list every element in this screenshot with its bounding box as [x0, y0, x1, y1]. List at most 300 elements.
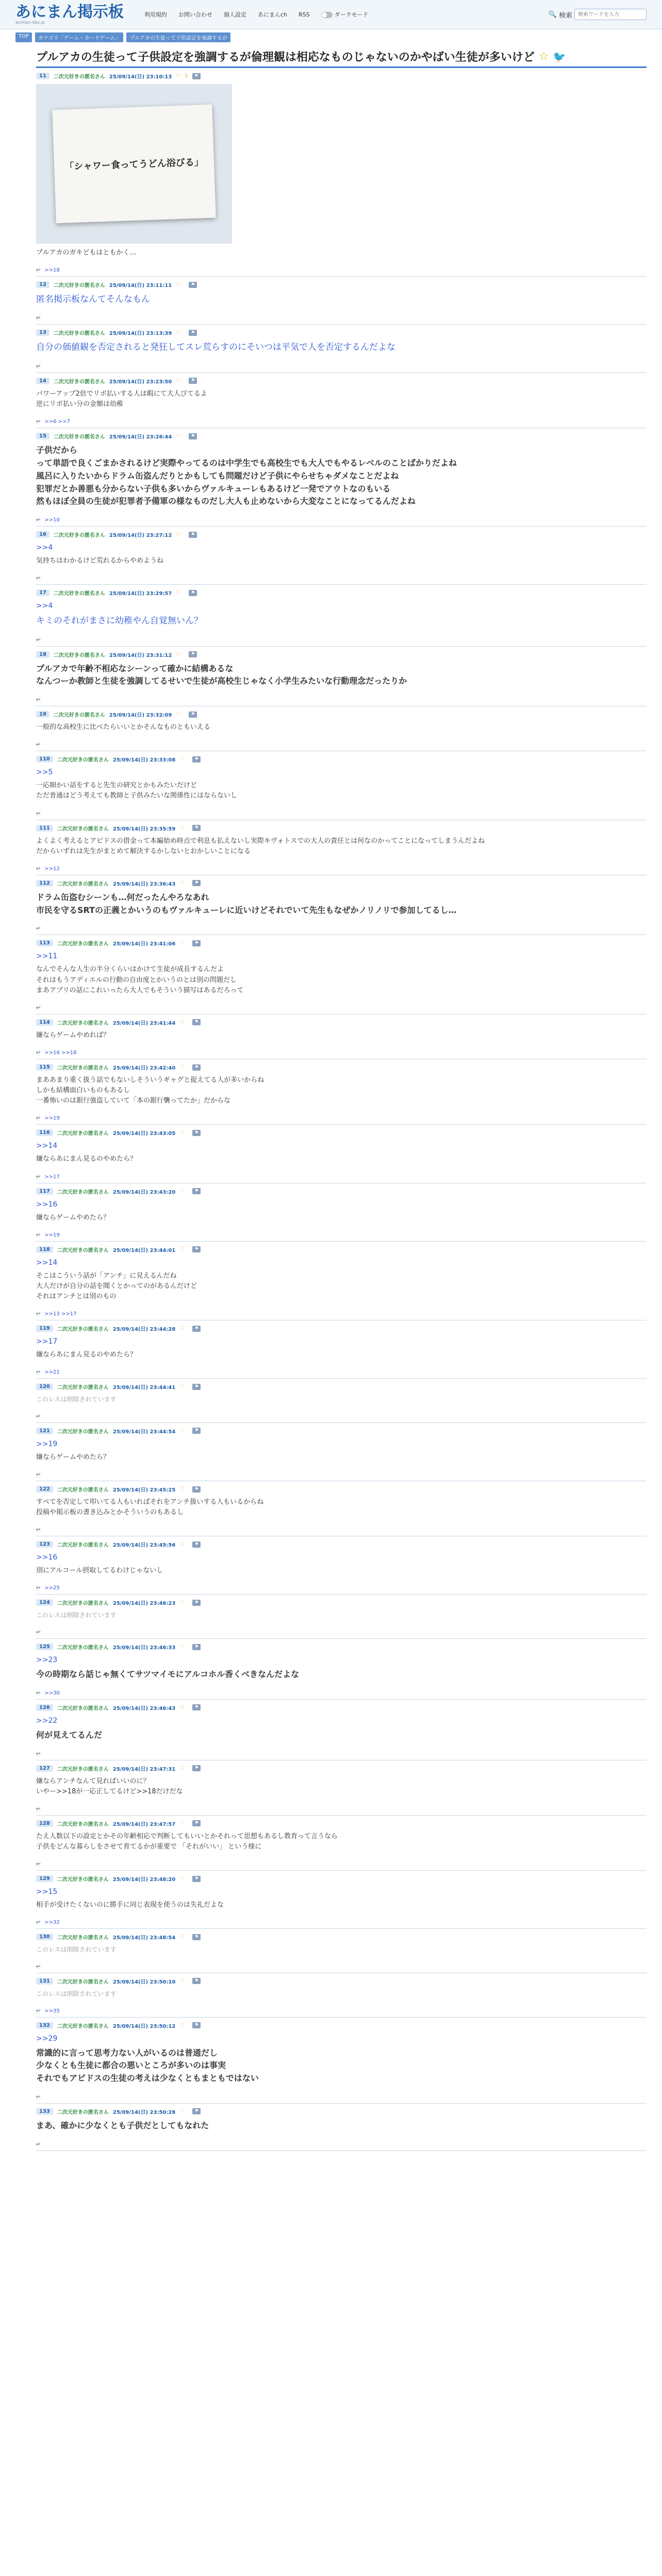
- post-number[interactable]: 122: [36, 1486, 53, 1493]
- post-number[interactable]: 113: [36, 940, 53, 946]
- post-footer: [36, 2142, 647, 2147]
- report-button[interactable]: ⚑: [192, 2022, 201, 2028]
- post-header: [36, 72, 647, 80]
- like-icon[interactable]: ♡: [176, 651, 181, 657]
- post-footer: [36, 637, 647, 643]
- post-number[interactable]: 18: [36, 651, 49, 658]
- post-header: [36, 879, 647, 887]
- report-button[interactable]: ⚑: [192, 880, 201, 886]
- reply-icon[interactable]: ↩: [36, 1806, 41, 1812]
- like-icon[interactable]: ♡: [179, 2022, 185, 2028]
- reply-anchor-link[interactable]: >>16: [36, 1200, 58, 1209]
- like-icon[interactable]: ♡: [176, 711, 181, 718]
- reply-icon[interactable]: ↩: [36, 315, 41, 321]
- reply-icon[interactable]: ↩: [36, 1527, 41, 1533]
- report-button[interactable]: ⚑: [189, 590, 197, 596]
- post-number[interactable]: 19: [36, 711, 49, 718]
- post-date: 25/09/14(日) 23:44:54: [112, 1429, 176, 1435]
- reply-icon[interactable]: ↩: [36, 1630, 41, 1636]
- post: [36, 1700, 647, 1760]
- post-header: [36, 377, 647, 385]
- post-author: 二次元好きの匿名さん: [57, 1877, 109, 1883]
- post: [36, 647, 647, 707]
- report-button[interactable]: ⚑: [192, 1130, 201, 1136]
- post: [36, 527, 647, 585]
- post-number[interactable]: 130: [36, 1934, 53, 1940]
- post-number[interactable]: 129: [36, 1875, 53, 1882]
- like-icon[interactable]: ♡: [176, 590, 181, 596]
- post-image[interactable]: [36, 84, 232, 244]
- like-icon[interactable]: ♡: [179, 1978, 185, 1984]
- like-icon[interactable]: ♡: [179, 1064, 185, 1071]
- post-body: よくよく考えるとアビドスの借金って本編始め時点で利息も払えないし実際キヴォトスでの大人の責任とは何なのかってことになってしまうんだよね だからいずれは先生がまとめて解決するかしないとおかしいことになる: [36, 837, 485, 855]
- report-button[interactable]: ⚑: [192, 940, 201, 946]
- post-author: 二次元好きの匿名さん: [57, 757, 109, 764]
- like-icon[interactable]: ♡: [179, 1130, 185, 1136]
- post-number[interactable]: 119: [36, 1325, 53, 1332]
- search-icon: 🔍: [548, 10, 557, 19]
- post-body: そこはこういう話が「アンチ」に見えるんだね 大人だけが自分の話を聞くとかってのがあるんだけど それはアンチとは別のもの: [36, 1272, 197, 1301]
- reply-icon[interactable]: ↩: [36, 742, 41, 748]
- reply-icon[interactable]: ↩: [36, 2141, 41, 2147]
- post-number[interactable]: 112: [36, 880, 53, 887]
- report-button[interactable]: ⚑: [192, 1019, 201, 1025]
- post-body: 嫌ならアンチなんて見ればいいのに？ いやー>>18が一応正してるけど>>18だけだな: [36, 1777, 183, 1795]
- post-date: 25/09/14(日) 23:43:05: [112, 1131, 176, 1137]
- report-button[interactable]: ⚑: [192, 1876, 201, 1882]
- report-button[interactable]: ⚑: [189, 433, 197, 439]
- post: [36, 1320, 647, 1379]
- reply-list-link[interactable]: >>21: [44, 1369, 60, 1376]
- like-icon[interactable]: ♡: [179, 1384, 185, 1390]
- post-number[interactable]: 132: [36, 2022, 53, 2029]
- post-number[interactable]: 11: [36, 73, 49, 79]
- post: [36, 1871, 647, 1929]
- post-number[interactable]: 123: [36, 1541, 53, 1548]
- reply-anchor-link[interactable]: >>23: [36, 1656, 58, 1665]
- post-date: 25/09/14(日) 23:46:23: [112, 1601, 176, 1607]
- post-number[interactable]: 17: [36, 589, 49, 596]
- like-icon[interactable]: ♡: [179, 1428, 185, 1434]
- post-footer: [36, 742, 647, 748]
- post-body: 何が見えてるんだ: [36, 1730, 103, 1740]
- reply-icon[interactable]: ↩: [36, 1472, 41, 1478]
- thread-title-row: [0, 45, 662, 66]
- toggle-switch-icon[interactable]: [321, 12, 333, 18]
- post: [36, 373, 647, 428]
- post-body: 一応細かい話をすると先生の研究とかもみたいだけど ただ普通はどう考えても教師と子供みたいな関係性にはならないし: [36, 782, 238, 800]
- reply-icon[interactable]: ↩: [36, 2094, 41, 2100]
- post-body: 自分の価値観を否定されると発狂してスレ荒らすのにそいつは平気で人を否定するんだよな: [36, 342, 395, 353]
- reply-icon[interactable]: ↩: [36, 363, 41, 369]
- post-number[interactable]: 116: [36, 1129, 53, 1136]
- post-number[interactable]: 14: [36, 378, 49, 384]
- post-footer: [36, 1630, 647, 1635]
- report-button[interactable]: ⚑: [192, 1541, 201, 1548]
- nav-contact[interactable]: お問い合わせ: [178, 11, 212, 18]
- reply-anchor-link[interactable]: >>14: [36, 1142, 58, 1150]
- report-button[interactable]: ⚑: [189, 532, 197, 538]
- post-author: 二次元好きの匿名さん: [57, 1705, 109, 1711]
- post-header: [36, 1643, 647, 1651]
- post-footer: [36, 1414, 647, 1419]
- like-icon[interactable]: ♡: [176, 378, 181, 384]
- reply-icon[interactable]: ↩: [36, 1311, 41, 1317]
- like-icon[interactable]: ♡: [176, 330, 181, 336]
- post-body: 相手が受けたくないのに勝手に同じ表現を使うのは失礼だよな: [36, 1901, 224, 1909]
- reply-icon[interactable]: ↩: [36, 866, 41, 872]
- post-number[interactable]: 118: [36, 1246, 53, 1253]
- reply-icon[interactable]: ↩: [36, 1232, 41, 1238]
- reply-anchor-link[interactable]: >>17: [36, 1337, 58, 1346]
- like-icon[interactable]: ♡: [176, 433, 181, 439]
- reply-icon[interactable]: ↩: [36, 1690, 41, 1696]
- post-author: 二次元好きの匿名さん: [53, 434, 105, 440]
- report-button[interactable]: ⚑: [189, 330, 197, 336]
- reply-icon[interactable]: ↩: [36, 1751, 41, 1757]
- post-header: [36, 755, 647, 763]
- reply-anchor-link[interactable]: >>15: [36, 1888, 58, 1896]
- post-footer: [36, 1585, 647, 1591]
- like-icon[interactable]: ♡: [179, 1188, 185, 1194]
- like-icon[interactable]: ♡: [179, 2108, 185, 2114]
- post-date: 25/09/14(日) 23:13:39: [109, 331, 172, 337]
- post-footer: [36, 1232, 647, 1238]
- post: [36, 1125, 647, 1183]
- post: [36, 706, 647, 751]
- report-button[interactable]: ⚑: [192, 1765, 201, 1771]
- post: [36, 1014, 647, 1059]
- reply-anchor-link[interactable]: >>29: [36, 2034, 58, 2043]
- reply-list-link[interactable]: >>19: [44, 1232, 60, 1238]
- post-number[interactable]: 131: [36, 1978, 53, 1985]
- post-body: 嫌ならゲームやめたら？: [36, 1213, 110, 1222]
- post-body: このレスは削除されています: [36, 1946, 117, 1954]
- post-author: 二次元好きの匿名さん: [57, 826, 109, 832]
- post-date: 25/09/14(日) 23:36:43: [112, 881, 176, 887]
- post: [36, 1595, 647, 1639]
- like-icon[interactable]: ♡: [176, 73, 181, 79]
- report-button[interactable]: ⚑: [192, 1428, 201, 1434]
- report-button[interactable]: ⚑: [189, 378, 197, 384]
- post-body: このレスは削除されています: [36, 1612, 117, 1619]
- search-input[interactable]: [574, 9, 647, 20]
- post-date: 25/09/14(日) 23:10:13: [109, 74, 172, 80]
- reply-icon[interactable]: ↩: [36, 1115, 41, 1122]
- report-button[interactable]: ⚑: [192, 1978, 201, 1984]
- post-date: 25/09/14(日) 23:48:20: [112, 1877, 176, 1883]
- reply-icon[interactable]: ↩: [36, 810, 41, 817]
- post-header: [36, 1933, 647, 1941]
- reply-icon[interactable]: ↩: [36, 1174, 41, 1180]
- post: [36, 875, 647, 936]
- like-icon[interactable]: ♡: [179, 825, 185, 831]
- breadcrumb-category[interactable]: カテゴリ「ゲーム・カードゲーム」: [35, 32, 123, 42]
- logo-subtext: animan-bbs.jp: [15, 20, 45, 25]
- post-body: このレスは削除されています: [36, 1396, 117, 1403]
- reply-icon[interactable]: ↩: [36, 517, 41, 523]
- post-number[interactable]: 114: [36, 1019, 53, 1026]
- favorite-star-icon[interactable]: ☆: [538, 50, 549, 63]
- reply-list-link[interactable]: >>13 >>17: [44, 1311, 77, 1317]
- post-header: [36, 1383, 647, 1391]
- post-footer: [36, 575, 647, 581]
- post-body: 常識的に言って思考力ない人がいるのは普通だし 少なくとも生徒に都合の悪いところが多いのは事実 それでもアビドスの生徒の考えは少なくともまともではない: [36, 2047, 259, 2083]
- post-footer: [36, 364, 647, 369]
- reply-anchor-link[interactable]: >>5: [36, 768, 53, 777]
- reply-list-link[interactable]: >>12: [44, 866, 60, 872]
- post-number[interactable]: 127: [36, 1765, 53, 1772]
- post-author: 二次元好きの匿名さん: [57, 1601, 109, 1607]
- site-header: [0, 0, 662, 29]
- post-image-text: 「シャワー食ってうどん浴びる」: [52, 105, 216, 224]
- like-icon[interactable]: ♡: [176, 282, 181, 288]
- post-date: 25/09/14(日) 23:32:09: [109, 713, 172, 719]
- post-author: 二次元好きの匿名さん: [53, 331, 105, 337]
- reply-icon[interactable]: ↩: [36, 637, 41, 643]
- reply-list-link[interactable]: >>19: [44, 1115, 60, 1122]
- report-button[interactable]: ⚑: [192, 73, 201, 79]
- post-author: 二次元好きの匿名さん: [57, 1247, 109, 1253]
- reply-anchor-link[interactable]: >>11: [36, 952, 58, 961]
- like-icon[interactable]: ♡: [179, 940, 185, 946]
- post-date: 25/09/14(日) 23:11:11: [109, 283, 172, 289]
- post-body: まあ、確かに少なくとも子供だとしてもなれた: [36, 2120, 209, 2130]
- reply-icon[interactable]: ↩: [36, 1920, 41, 1926]
- post-header: [36, 2022, 647, 2029]
- post-body: たえ人数以下の設定とかその年齢相応で判断してもいいとかそれって思想もあるし教育って言うなら 子供をどんな暮らしをさせて育てるかが重要で 「それがいい」 という様に: [36, 1832, 338, 1851]
- post-date: 25/09/14(日) 23:26:44: [109, 434, 172, 440]
- post-body: 一般的な高校生に比べたらいいとかそんなものともいえる: [36, 723, 211, 732]
- thread-title: プルアカの生徒って子供設定を強調するが倫理観は相応なものじゃないのかやばい生徒が多いけど: [36, 51, 535, 64]
- report-button[interactable]: ⚑: [192, 1704, 201, 1710]
- like-icon[interactable]: ♡: [179, 1820, 185, 1826]
- like-icon[interactable]: ♡: [179, 880, 185, 886]
- like-icon[interactable]: ♡: [176, 532, 181, 538]
- reply-icon[interactable]: ↩: [36, 1585, 41, 1591]
- like-icon[interactable]: ♡: [179, 1246, 185, 1252]
- post-footer: [36, 1527, 647, 1533]
- nav-settings[interactable]: 個人設定: [224, 11, 246, 18]
- reply-icon[interactable]: ↩: [36, 1369, 41, 1376]
- post-body: パワーアップ2倍でリボ払いする人は暇にて大人びてるよ 逆にリボ払い分の金額は幼稚: [36, 389, 207, 408]
- reply-icon[interactable]: ↩: [36, 1963, 41, 1970]
- nav-rss[interactable]: RSS: [299, 11, 310, 18]
- reply-anchor-link[interactable]: >>4: [36, 602, 53, 611]
- reply-list-link[interactable]: >>35: [44, 2008, 60, 2014]
- like-icon[interactable]: ♡: [179, 1019, 185, 1025]
- reply-list-link[interactable]: >>18: [44, 267, 60, 274]
- post-date: 25/09/14(日) 23:27:12: [109, 533, 172, 539]
- like-icon[interactable]: ♡: [179, 1765, 185, 1771]
- post-number[interactable]: 126: [36, 1704, 53, 1711]
- like-icon[interactable]: ♡: [179, 756, 185, 762]
- breadcrumb-thread[interactable]: プルアカの生徒って子供設定を強調するが: [126, 32, 230, 42]
- post-date: 25/09/14(日) 23:50:28: [112, 2109, 176, 2115]
- post-header: [36, 281, 647, 289]
- post-author: 二次元好きの匿名さん: [57, 1020, 109, 1026]
- reply-icon[interactable]: ↩: [36, 926, 41, 932]
- post: [36, 1423, 647, 1481]
- reply-icon[interactable]: ↩: [36, 1005, 41, 1011]
- post-header: [36, 939, 647, 947]
- post: [36, 68, 647, 277]
- post-header: [36, 1540, 647, 1548]
- post-footer: [36, 2094, 647, 2100]
- nav-terms[interactable]: 利用規約: [144, 11, 167, 18]
- nav-animanch[interactable]: あにまんch: [258, 11, 288, 18]
- post: [36, 1183, 647, 1242]
- like-icon[interactable]: ♡: [179, 1644, 185, 1650]
- post-footer: [36, 866, 647, 872]
- reply-anchor-link[interactable]: >>4: [36, 544, 53, 552]
- dark-mode-label: ダークモード: [334, 11, 369, 18]
- report-button[interactable]: ⚑: [189, 711, 197, 718]
- post-author: 二次元好きの匿名さん: [57, 2023, 109, 2029]
- twitter-share-icon[interactable]: 🐦: [553, 50, 566, 63]
- like-icon[interactable]: ♡: [179, 1934, 185, 1940]
- post-date: 25/09/14(日) 23:29:57: [109, 591, 172, 597]
- post-author: 二次元好きの匿名さん: [57, 1429, 109, 1435]
- reply-list-link[interactable]: >>25: [44, 1585, 60, 1591]
- post-number[interactable]: 111: [36, 825, 53, 832]
- report-button[interactable]: ⚑: [192, 1246, 201, 1252]
- post-number[interactable]: 15: [36, 433, 49, 439]
- reply-list-link[interactable]: >>17: [44, 1174, 60, 1180]
- post-date: 25/09/14(日) 23:31:12: [109, 652, 172, 658]
- post-body: 嫌ならゲームやめれば？: [36, 1031, 110, 1039]
- post-number[interactable]: 128: [36, 1820, 53, 1827]
- post-number[interactable]: 115: [36, 1064, 53, 1071]
- post-number[interactable]: 12: [36, 281, 49, 288]
- like-icon[interactable]: ♡: [179, 1486, 185, 1493]
- post-header: [36, 531, 647, 538]
- report-button[interactable]: ⚑: [192, 1820, 201, 1826]
- reply-list-link[interactable]: >>10: [44, 517, 60, 523]
- report-button[interactable]: ⚑: [192, 1644, 201, 1650]
- post: [36, 1059, 647, 1125]
- reply-icon[interactable]: ↩: [36, 419, 41, 425]
- post-footer: [36, 517, 647, 523]
- post: [36, 585, 647, 646]
- like-icon[interactable]: ♡: [179, 1541, 185, 1548]
- post-number[interactable]: 110: [36, 756, 53, 762]
- post-footer: [36, 926, 647, 931]
- logo-text[interactable]: あにまん掲示板: [15, 3, 124, 21]
- post-number[interactable]: 133: [36, 2108, 53, 2115]
- reply-list-link[interactable]: >>6 >>7: [44, 419, 70, 425]
- reply-anchor-link[interactable]: >>22: [36, 1716, 58, 1725]
- reply-list-link[interactable]: >>16 >>18: [44, 1050, 77, 1056]
- report-button[interactable]: ⚑: [189, 651, 197, 657]
- post-footer: [36, 1050, 647, 1056]
- post-author: 二次元好きの匿名さん: [57, 2109, 109, 2115]
- reply-icon[interactable]: ↩: [36, 267, 41, 274]
- post-author: 二次元好きの匿名さん: [53, 713, 105, 719]
- site-logo[interactable]: [15, 5, 124, 25]
- post-body: キミのそれがまさに幼稚やん自覚無いん？: [36, 616, 203, 626]
- reply-icon[interactable]: ↩: [36, 697, 41, 703]
- post-date: 25/09/14(日) 23:45:56: [112, 1543, 176, 1549]
- post-body: 嫌ならゲームやめたら？: [36, 1453, 110, 1461]
- post-author: 二次元好きの匿名さん: [53, 652, 105, 658]
- like-icon[interactable]: ♡: [179, 1876, 185, 1882]
- reply-icon[interactable]: ↩: [36, 575, 41, 582]
- post-number[interactable]: 125: [36, 1643, 53, 1650]
- post-date: 25/09/14(日) 23:41:44: [112, 1020, 176, 1026]
- post-date: 25/09/14(日) 23:43:20: [112, 1189, 176, 1195]
- reply-anchor-link[interactable]: >>19: [36, 1439, 58, 1448]
- report-button[interactable]: ⚑: [192, 1384, 201, 1390]
- post-footer: [36, 811, 647, 817]
- report-button[interactable]: ⚑: [192, 1934, 201, 1940]
- reply-list-link[interactable]: >>32: [44, 1920, 60, 1926]
- post-footer: [36, 1751, 647, 1757]
- post-author: 二次元好きの匿名さん: [57, 1543, 109, 1549]
- post-footer: [36, 697, 647, 703]
- reply-anchor-link[interactable]: >>14: [36, 1258, 58, 1267]
- post-number[interactable]: 121: [36, 1428, 53, 1434]
- post-body: まああまり重く扱う話でもないしそういうギャグと捉えてる人が多いからね しかも結構面白いものもあるし 一番怖いのは銀行強盗していて「本の銀行襲ってたか」だからな: [36, 1076, 264, 1105]
- report-button[interactable]: ⚑: [192, 825, 201, 831]
- report-button[interactable]: ⚑: [192, 1486, 201, 1493]
- report-button[interactable]: ⚑: [192, 1326, 201, 1332]
- like-icon[interactable]: ♡: [179, 1600, 185, 1606]
- post-date: 25/09/14(日) 23:44:41: [112, 1385, 176, 1391]
- report-button[interactable]: ⚑: [192, 1600, 201, 1606]
- reply-list-link[interactable]: >>30: [44, 1690, 60, 1696]
- reply-anchor-link[interactable]: >>16: [36, 1553, 58, 1562]
- post-number[interactable]: 120: [36, 1383, 53, 1390]
- post-header: [36, 329, 647, 336]
- report-button[interactable]: ⚑: [192, 756, 201, 762]
- dark-mode-toggle[interactable]: [321, 10, 369, 19]
- post-header: [36, 432, 647, 440]
- like-icon[interactable]: ♡: [179, 1326, 185, 1332]
- post-date: 25/09/14(日) 23:50:10: [112, 1979, 176, 1985]
- post-body: 子供だから って単語で良くごまかされるけど実際やってるのは中学生でも高校生でも大人でもやるレベルのことばかりだよね 風呂に入りたいからドラム缶盗んだりとかもしても問題だけど子供にやらせちゃダメなことだよね 犯罪だとか善悪も分からない子供も多いからヴァルキューレもあるけど一発でアウトなのもいる 然もほぼ全員の生徒が犯罪者予備軍の様なものだし大人も止めないから大変なことになってるんだよね: [36, 445, 457, 506]
- post-author: 二次元好きの匿名さん: [57, 1385, 109, 1391]
- report-button[interactable]: ⚑: [192, 1188, 201, 1194]
- post-number[interactable]: 16: [36, 531, 49, 538]
- post-footer: [36, 1369, 647, 1375]
- post: [36, 1929, 647, 1973]
- report-button[interactable]: ⚑: [189, 282, 197, 288]
- reply-icon[interactable]: ↩: [36, 2008, 41, 2014]
- post-number[interactable]: 117: [36, 1188, 53, 1195]
- report-button[interactable]: ⚑: [192, 2108, 201, 2114]
- post-author: 二次元好きの匿名さん: [57, 881, 109, 887]
- post-author: 二次元好きの匿名さん: [53, 74, 105, 80]
- post-body: 気持ちはわかるけど荒れるからやめようね: [36, 557, 164, 565]
- post-author: 二次元好きの匿名さん: [53, 533, 105, 539]
- post: [36, 277, 647, 325]
- post-author: 二次元好きの匿名さん: [53, 283, 105, 289]
- post-author: 二次元好きの匿名さん: [57, 1487, 109, 1494]
- post-header: [36, 824, 647, 832]
- breadcrumb: [0, 29, 662, 45]
- post-number[interactable]: 124: [36, 1599, 53, 1606]
- reply-icon[interactable]: ↩: [36, 1413, 41, 1419]
- breadcrumb-top[interactable]: TOP: [15, 32, 32, 42]
- report-button[interactable]: ⚑: [192, 1064, 201, 1071]
- post: [36, 820, 647, 875]
- reply-icon[interactable]: ↩: [36, 1861, 41, 1868]
- post-body: 嫌ならあにまん見るのやめたら？: [36, 1155, 137, 1163]
- post-number[interactable]: 13: [36, 329, 49, 336]
- reply-icon[interactable]: ↩: [36, 1050, 41, 1056]
- like-icon[interactable]: ♡: [179, 1704, 185, 1710]
